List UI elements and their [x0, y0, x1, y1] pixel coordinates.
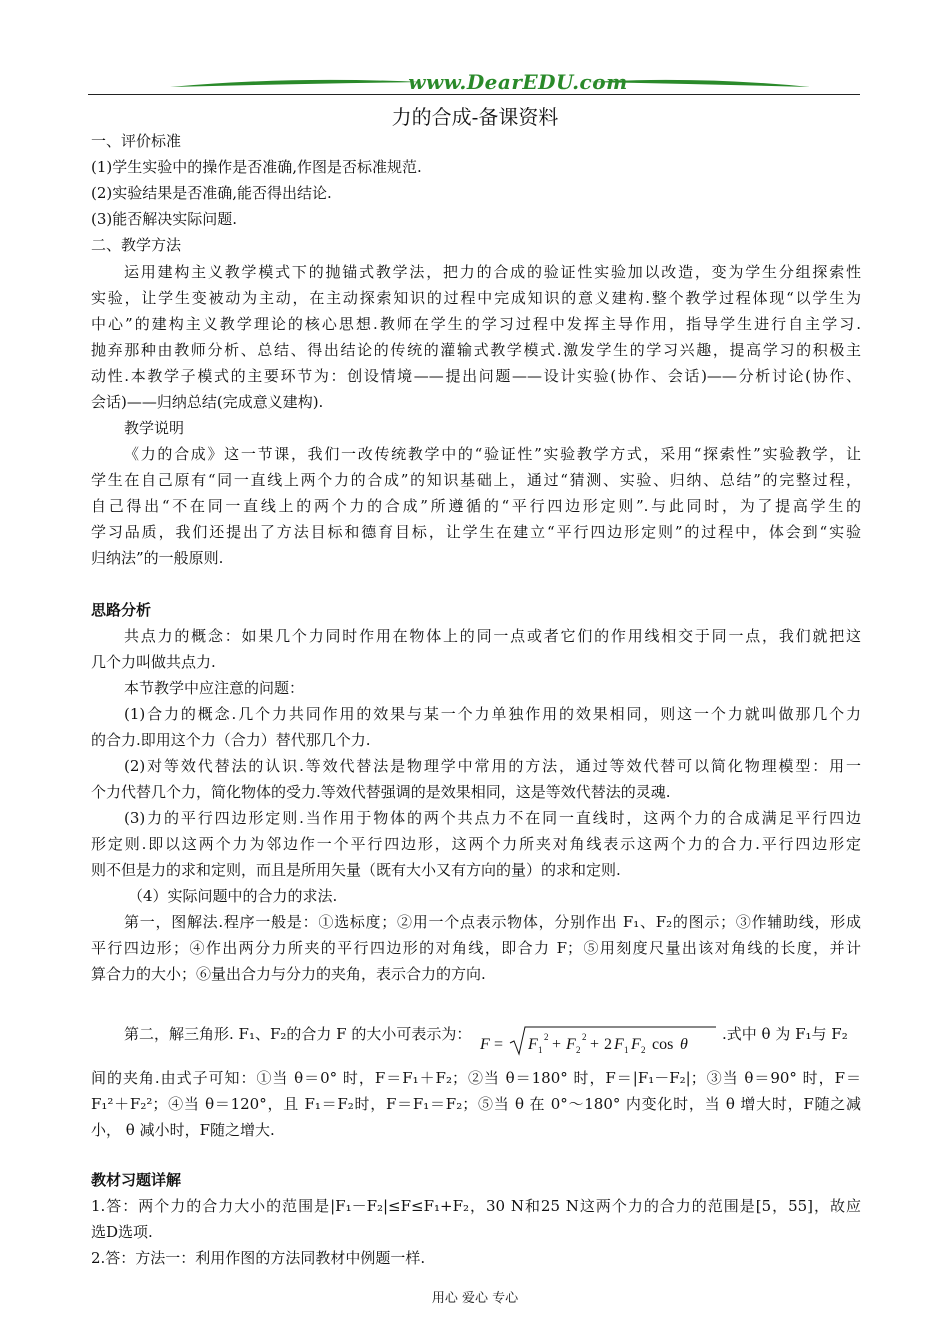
- formula-equals: =: [494, 1036, 504, 1053]
- text-line: 1.答：两个力的合力大小的范围是|F₁－F₂|≤F≤F₁+F₂，30 N和25 N这两个力的合力的范围是[5，55]，故应: [91, 1197, 861, 1215]
- formula-subscript: 2: [641, 1045, 646, 1055]
- header-rule: [88, 94, 860, 95]
- text-line: 算合力的大小；⑥量出合力与分力的夹角，表示合力的方向.: [91, 965, 486, 983]
- formula-coefficient: 2: [604, 1036, 612, 1053]
- text-line: 的合力.即用这个力（合力）替代那几个力.: [91, 731, 371, 749]
- text-line: (3)能否解决实际问题.: [91, 210, 238, 228]
- text-line: 几个力叫做共点力.: [91, 653, 216, 671]
- formula-term: F: [528, 1036, 538, 1053]
- formula-term: F: [566, 1036, 576, 1053]
- text-line: 2.答：方法一：利用作图的方法同教材中例题一样.: [91, 1249, 426, 1267]
- section-heading-bold: 思路分析: [91, 601, 152, 619]
- site-logo: www.DearEDU.com: [408, 70, 628, 94]
- section-heading: 二、教学方法: [91, 236, 182, 254]
- formula-subscript: 1: [538, 1045, 543, 1055]
- formula-lhs: F: [480, 1036, 490, 1053]
- text-line: 自己得出“不在同一直线上的两个力的合成”所遵循的“平行四边形定则”.与此同时，为了提高学生的: [91, 497, 861, 515]
- text-line: 归纳法”的一般原则.: [91, 549, 224, 567]
- text-line: 小， θ 减小时，F随之增大.: [91, 1121, 275, 1139]
- text-line: 抛弃那种由教师分析、总结、得出结论的传统的灌输式教学模式.激发学生的学习兴趣，提高学习的积极主: [91, 341, 861, 359]
- section-heading: 一、评价标准: [91, 132, 182, 150]
- text-line: 共点力的概念：如果几个力同时作用在物体上的同一点或者它们的作用线相交于同一点，我们就把这: [124, 627, 861, 645]
- text-line: 则不但是力的求和定则，而且是所用矢量（既有大小又有方向的量）的求和定则.: [91, 861, 621, 879]
- text-line: 实验，让学生变被动为主动，在主动探索知识的过程中完成知识的意义建构.整个教学过程体现“以学生为: [91, 289, 861, 307]
- text-line: (2)对等效代替法的认识.等效代替法是物理学中常用的方法，通过等效代替可以简化物理模型：用一: [124, 757, 861, 775]
- formula-operator: +: [552, 1036, 562, 1053]
- page-header: [88, 70, 860, 100]
- text-line: (2)实验结果是否准确,能否得出结论.: [91, 184, 332, 202]
- formula-angle: θ: [680, 1036, 688, 1053]
- text-line: (1)学生实验中的操作是否准确,作图是否标准规范.: [91, 158, 422, 176]
- text-line: 《力的合成》这一节课，我们一改传统教学中的“验证性”实验教学方式，采用“探索性”实验教学，让: [124, 445, 861, 463]
- text-line: （4）实际问题中的合力的求法.: [128, 887, 338, 905]
- text-line: 第二，解三角形. F₁、F₂的合力 F 的大小可表示为：: [124, 1025, 472, 1043]
- text-line: 选D选项.: [91, 1223, 153, 1241]
- resultant-force-formula: [476, 1023, 720, 1059]
- right-swoosh-decoration: [588, 78, 810, 88]
- formula-term: F: [631, 1036, 641, 1053]
- text-line: .式中 θ 为 F₁与 F₂: [722, 1025, 848, 1043]
- text-line: (3)力的平行四边形定则.当作用于物体的两个共点力不在同一直线时，这两个力的合成满足平行四边: [124, 809, 861, 827]
- page-footer: 用心 爱心 专心: [431, 1291, 519, 1306]
- text-line: 本节教学中应注意的问题：: [124, 679, 305, 697]
- formula-superscript: 2: [582, 1032, 587, 1042]
- text-line: 平行四边形；④作出两分力所夹的平行四边形的对角线，即合力 F；⑤用刻度尺量出该对角线的长度，并计: [91, 939, 861, 957]
- text-line: 学生在自己原有“同一直线上两个力的合成”的知识基础上，通过“猜测、实验、归纳、总结”的完整过程，: [91, 471, 861, 489]
- section-heading-bold: 教材习题详解: [91, 1171, 182, 1189]
- formula-subscript: 2: [576, 1045, 581, 1055]
- document-title: 力的合成-备课资料: [391, 105, 559, 129]
- formula-function: cos: [652, 1036, 674, 1053]
- text-line: 个力代替几个力，简化物体的受力.等效代替强调的是效果相同，这是等效代替法的灵魂.: [91, 783, 671, 801]
- text-line: (1)合力的概念.几个力共同作用的效果与某一个力单独作用的效果相同，则这一个力就叫做那几个力: [124, 705, 861, 723]
- text-line: 形定则.即以这两个力为邻边作一个平行四边形，这两个力所夹对角线表示这两个力的合力.平行四边形定: [91, 835, 861, 853]
- text-line: 会话)——归纳总结(完成意义建构).: [91, 393, 324, 411]
- formula-superscript: 2: [544, 1032, 549, 1042]
- text-line: 第一，图解法.程序一般是：①选标度；②用一个点表示物体，分别作出 F₁、F₂的图示；③作辅助线，形成: [124, 913, 861, 931]
- text-line: 中心”的建构主义教学理论的核心思想.教师在学生的学习过程中发挥主导作用，指导学生进行自主学习.: [91, 315, 861, 333]
- text-line: 运用建构主义教学模式下的抛锚式教学法，把力的合成的验证性实验加以改造，变为学生分组探索性: [124, 263, 861, 281]
- text-line: F₁²＋F₂²；④当 θ＝120°，且 F₁＝F₂时，F＝F₁＝F₂；⑤当 θ 在 0°～180° 内变化时，当 θ 增大时，F随之减: [91, 1095, 861, 1113]
- text-line: 间的夹角.由式子可知：①当 θ＝0° 时，F＝F₁＋F₂；②当 θ＝180° 时，F＝|F₁－F₂|；③当 θ＝90° 时，F＝: [91, 1069, 861, 1087]
- text-line: 动性.本教学子模式的主要环节为：创设情境——提出问题——设计实验(协作、会话)——分析讨论(协作、: [91, 367, 861, 385]
- subheading: 教学说明: [124, 419, 185, 437]
- formula-term: F: [614, 1036, 624, 1053]
- formula-operator: +: [590, 1036, 600, 1053]
- formula-subscript: 1: [624, 1045, 629, 1055]
- text-line: 学习品质，我们还提出了方法目标和德育目标，让学生在建立“平行四边形定则”的过程中，体会到“实验: [91, 523, 861, 541]
